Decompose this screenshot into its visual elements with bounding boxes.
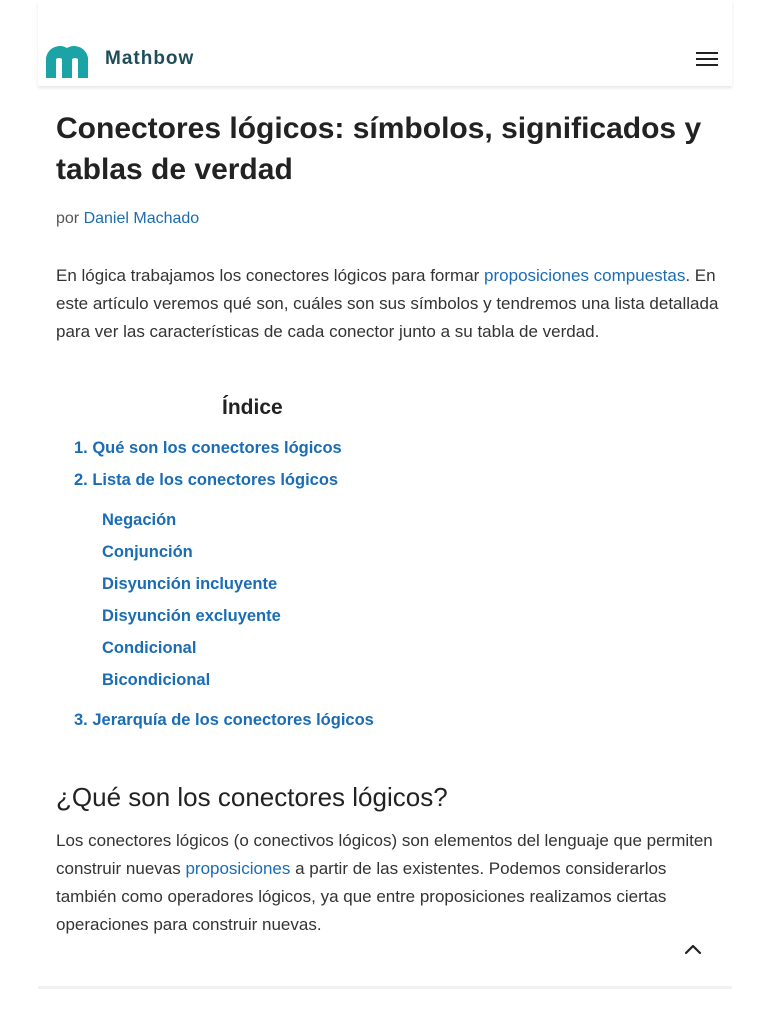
article [56, 108, 720, 956]
compound-propositions-link[interactable]: proposiciones compuestas [484, 266, 686, 285]
toc-subitem-conjunction[interactable]: Conjunción [102, 543, 193, 561]
toc-subitem-conditional[interactable]: Condicional [102, 639, 197, 657]
propositions-link[interactable]: proposiciones [185, 859, 291, 878]
chevron-up-icon[interactable] [678, 934, 708, 964]
mathbow-logo-icon[interactable] [44, 42, 90, 78]
section-text-2: a partir de las existentes. Podemos considerarlos también como operadores lógicos, ya que entre proposiciones realizamos ciertas operaciones para construir nuevas. [56, 859, 667, 934]
section-heading: ¿Qué son los conectores lógicos? [56, 782, 448, 812]
toc-sublist [56, 504, 720, 696]
table-of-contents [56, 396, 720, 736]
site-header [38, 0, 732, 86]
toc-item-connectors-list[interactable]: 2. Lista de los conectores lógicos [74, 471, 339, 489]
toc-item-what-are-connectors[interactable]: 1. Qué son los conectores lógicos [74, 439, 342, 457]
intro-text-2: . En este artículo veremos qué son, cuáles son sus símbolos y tendremos una lista detallada para ver las características de cada conector junto a su tabla de verdad. [56, 266, 719, 341]
article-title: Conectores lógicos: símbolos, significados y tablas de verdad [56, 112, 702, 186]
intro-paragraph [56, 262, 720, 346]
site-brand[interactable]: Mathbow [105, 48, 195, 69]
byline [56, 210, 720, 228]
intro-text-1: En lógica trabajamos los conectores lógicos para formar [56, 266, 485, 285]
toc-item-hierarchy[interactable]: 3. Jerarquía de los conectores lógicos [74, 711, 374, 729]
byline-prefix: por [56, 210, 80, 227]
toc-subitem-negation[interactable]: Negación [102, 511, 177, 529]
section-paragraph [56, 827, 720, 939]
author-link[interactable]: Daniel Machado [83, 210, 200, 227]
toc-subitem-inclusive-disjunction[interactable]: Disyunción incluyente [102, 575, 278, 593]
footer-divider [38, 986, 732, 989]
section-text-1: Los conectores lógicos (o conectivos lógicos) son elementos del lenguaje que permiten construir nuevas [56, 831, 713, 878]
toc-subitem-exclusive-disjunction[interactable]: Disyunción excluyente [102, 607, 281, 625]
hamburger-menu-icon[interactable] [696, 52, 718, 70]
toc-subitem-biconditional[interactable]: Bicondicional [102, 671, 211, 689]
toc-title: Índice [222, 396, 283, 419]
